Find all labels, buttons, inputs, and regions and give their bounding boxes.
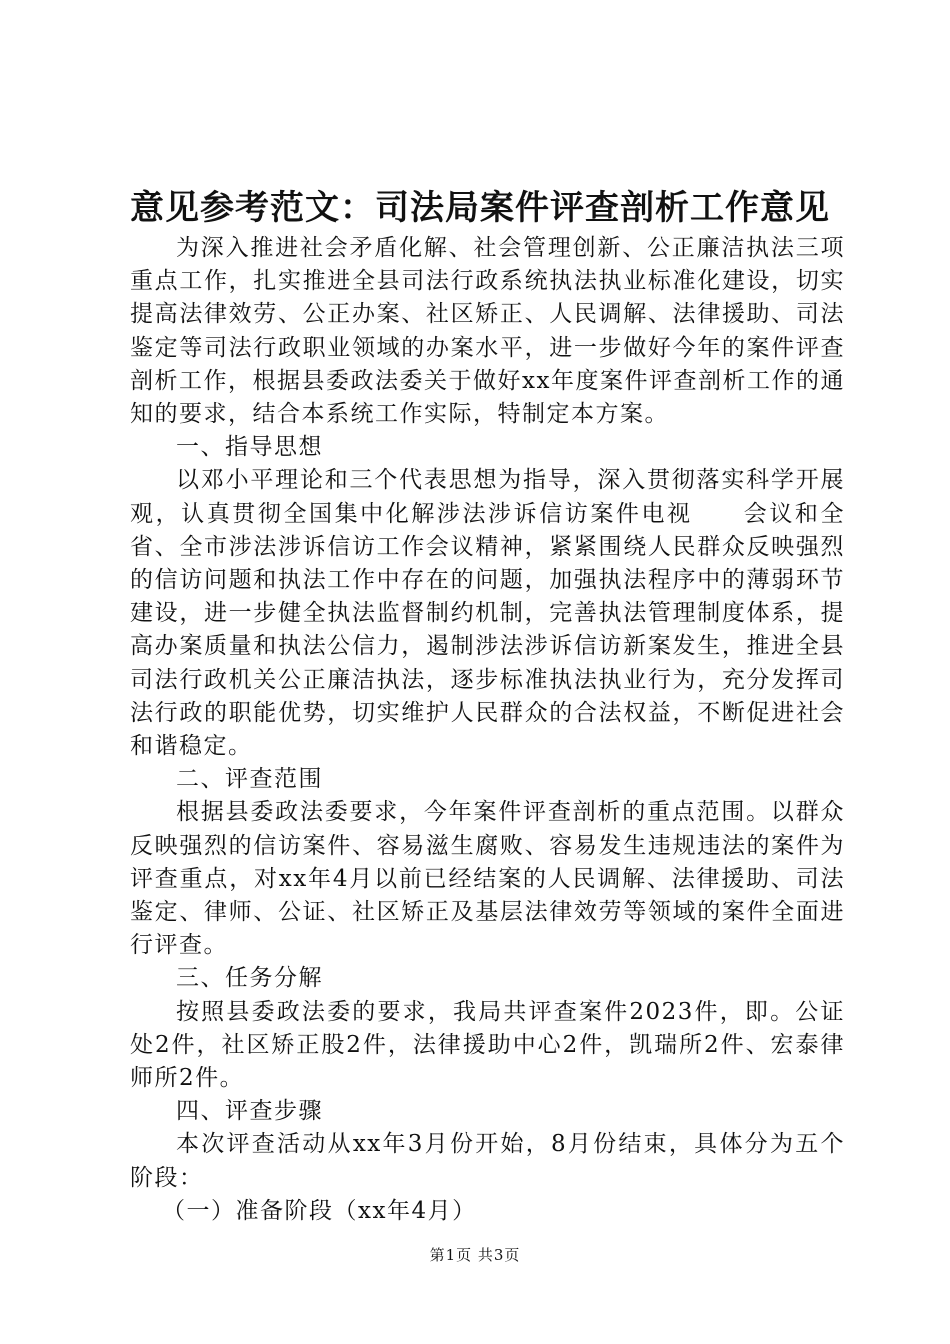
subsection-heading-preparation: （一）准备阶段（xx年4月） <box>162 1197 477 1224</box>
intro-paragraph: 为深入推进社会矛盾化解、社会管理创新、公正廉洁执法三项重点工作，扎实推进全县司法行政系统执法执业标准化建设，切实提高法律效劳、公正办案、社区矫正、人民调解、法律援助、司法鉴定等司法行政职业领域的办案水平，进一步做好今年的案件评查剖析工作，根据县委政法委关于做好xx年度案件评查剖析工作的通知的要求，结合本系统工作实际，特制定本方案。 <box>130 235 845 428</box>
task-breakdown-paragraph: 按照县委政法委的要求，我局共评查案件2023件，即。公证处2件，社区矫正股2件，法律援助中心2件，凯瑞所2件、宏泰律师所2件。 <box>130 998 845 1092</box>
review-scope-paragraph: 根据县委政法委要求，今年案件评查剖析的重点范围。以群众反映强烈的信访案件、容易滋生腐败、容易发生违规违法的案件为评查重点，对xx年4月以前已经结案的人民调解、法律援助、司法鉴定、律师、公证、社区矫正及基层法律效劳等领域的案件全面进行评查。 <box>130 799 845 959</box>
page-footer: 第1页 共3页 <box>429 1246 521 1264</box>
review-steps-paragraph: 本次评查活动从xx年3月份开始，8月份结束，具体分为五个阶段： <box>130 1131 845 1191</box>
section-heading-guiding-ideology: 一、指导思想 <box>176 434 323 461</box>
section-heading-task-breakdown: 三、任务分解 <box>176 965 323 992</box>
section-heading-review-scope: 二、评查范围 <box>176 766 323 793</box>
document-body <box>130 232 845 1228</box>
section-heading-review-steps: 四、评查步骤 <box>176 1098 323 1125</box>
guiding-ideology-paragraph: 以邓小平理论和三个代表思想为指导，深入贯彻落实科学开展观，认真贯彻全国集中化解涉法涉诉信访案件电视 会议和全省、全市涉法涉诉信访工作会议精神，紧紧围绕人民群众反映强烈的信访问题和执法工作中存在的问题，加强执法程序中的薄弱环节建设，进一步健全执法监督制约机制，完善执法管理制度体系，提高办案质量和执法公信力，遏制涉法涉诉信访新案发生，推进全县司法行政机关公正廉洁执法，逐步标准执法执业行为，充分发挥司法行政的职能优势，切实维护人民群众的合法权益，不断促进社会和谐稳定。 <box>130 467 845 760</box>
document-title: 意见参考范文：司法局案件评查剖析工作意见 <box>130 188 830 228</box>
